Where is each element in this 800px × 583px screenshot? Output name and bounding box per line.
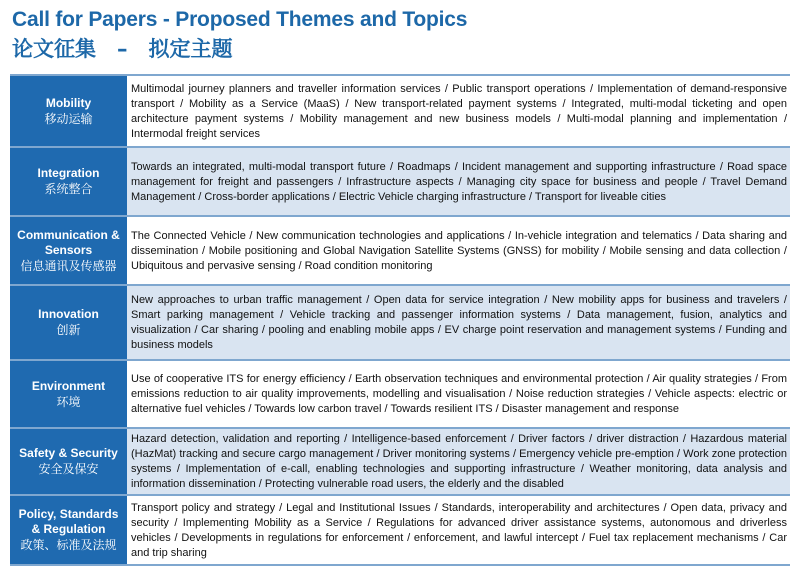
theme-row-mobility bbox=[10, 76, 790, 148]
theme-label bbox=[10, 429, 127, 494]
theme-name-cn: 环境 bbox=[56, 394, 81, 409]
theme-row-integration bbox=[10, 148, 790, 217]
themes-table bbox=[10, 74, 790, 566]
theme-topics bbox=[127, 429, 790, 494]
theme-row-innovation bbox=[10, 286, 790, 361]
theme-name-en: Safety & Security bbox=[19, 446, 118, 460]
theme-name-en: Innovation bbox=[38, 307, 99, 321]
theme-row-safety-security bbox=[10, 429, 790, 496]
theme-topics-text: Transport policy and strategy / Legal and Institutional Issues / Standards, interoperability and architectures / Open data, privacy and security / Implementing Mobility as a Service / Regulations for advanced driver assistance systems, autonomous and driverless vehicles / Developments in regulations for enforcement / enforcement, and lawful intercept / Fuel tax replacement mechanisms / Car and trip sharing bbox=[131, 501, 787, 559]
header bbox=[12, 6, 467, 64]
theme-topics-text: Multimodal journey planners and traveller information services / Public transport operations / Implementation of demand-responsive transport / Mobility as a Service (MaaS) / New transport-related payment systems / Integrated, multi-modal ticketing and open architecture payment systems / Mobility management and new business models / Multi-modal planning and implementation / Intermodal freight services bbox=[131, 82, 787, 140]
theme-row-policy-standards-regulation bbox=[10, 496, 790, 566]
theme-topics-text: Towards an integrated, multi-modal transport future / Roadmaps / Incident management and supporting infrastructure / Road space management for freight and passengers / Infrastructure aspects / Managing city space for business and people / Travel Demand Management / Cross-border applications / Electric Vehicle charging infrastructure / Transport for liveable cities bbox=[131, 160, 787, 203]
theme-name-cn: 创新 bbox=[56, 323, 81, 337]
theme-topics-text: Use of cooperative ITS for energy efficiency / Earth observation techniques and environmental protection / Air quality strategies / From emissions reduction to air quality improvements, modelling and visualisation / Noise reduction strategies / Vehicle aspects: electric or alternative fuel vehicles / Towards low carbon travel / Towards resilient ITS / Disaster management and response bbox=[131, 373, 787, 415]
theme-row-communication-sensors bbox=[10, 217, 790, 286]
theme-topics bbox=[127, 361, 790, 427]
theme-name-en: Environment bbox=[31, 378, 106, 393]
theme-name-en: Policy, Standards & Regulation bbox=[18, 507, 119, 536]
theme-label bbox=[10, 361, 127, 427]
page-title-chinese: 论文征集 – 拟定主题 bbox=[12, 37, 233, 61]
theme-label bbox=[10, 76, 127, 146]
theme-name-cn: 安全及保安 bbox=[38, 462, 99, 476]
theme-topics-text: Hazard detection, validation and reporting / Intelligence-based enforcement / Driver factors / driver distraction / Hazardous material (HazMat) tracking and secure cargo management / Driver monitoring systems / Emergency vehicle pre-emption / Work zone protection systems / Implementation of e-call, enabling technologies and supporting infrastructure / Weather monitoring, data analysis and information dissemination / Protecting vulnerable road users, the elderly and the disabled bbox=[131, 433, 787, 490]
theme-name-cn: 信息通讯及传感器 bbox=[20, 258, 117, 273]
theme-name-cn: 系统整合 bbox=[44, 182, 93, 196]
theme-name-en: Integration bbox=[37, 166, 100, 180]
theme-topics bbox=[127, 76, 790, 146]
theme-topics-text: The Connected Vehicle / New communication technologies and applications / In-vehicle integration and telematics / Data sharing and dissemination / Mobile positioning and Global Navigation Satellite Systems (GNSS) for mobility / Mobile sensing and data collection / Ubiquitous and pervasive sensing / Road condition monitoring bbox=[131, 229, 787, 272]
theme-topics-text: New approaches to urban traffic management / Open data for service integration / New mobility apps for business and travelers / Smart parking management / Vehicle tracking and passenger information systems / Data management, fusion, analytics and visualization / Car sharing / pooling and enabling mobile apps / EV charge point reservation and management systems / Funding and business models bbox=[131, 294, 787, 351]
theme-name-en: Communication & Sensors bbox=[17, 227, 120, 257]
theme-name-cn: 政策、标准及法规 bbox=[20, 538, 117, 552]
theme-name-cn: 移动运输 bbox=[44, 111, 93, 126]
theme-label bbox=[10, 217, 127, 284]
theme-label bbox=[10, 286, 127, 359]
theme-row-environment bbox=[10, 361, 790, 429]
theme-label bbox=[10, 148, 127, 215]
theme-topics bbox=[127, 496, 790, 564]
theme-label bbox=[10, 496, 127, 564]
page-title: Call for Papers - Proposed Themes and Topics bbox=[12, 8, 468, 31]
theme-name-en: Mobility bbox=[45, 95, 92, 110]
theme-topics bbox=[127, 148, 790, 215]
theme-topics bbox=[127, 217, 790, 284]
theme-topics bbox=[127, 286, 790, 359]
